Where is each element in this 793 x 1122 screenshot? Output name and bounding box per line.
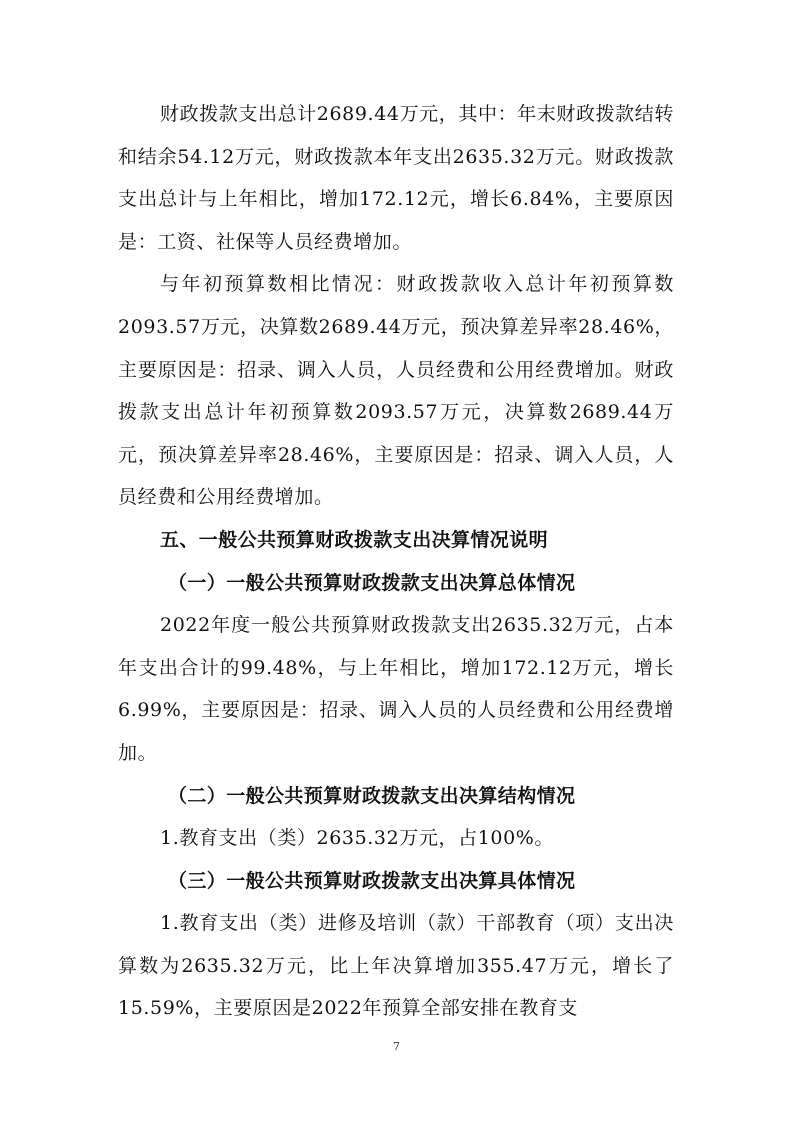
document-body bbox=[118, 93, 674, 1030]
subsection-heading-1: （一）一般公共预算财政拨款支出决算总体情况 bbox=[168, 571, 576, 594]
page-number: 7 bbox=[393, 1040, 400, 1053]
paragraph-fiscal-expenditure-total: 财政拨款支出总计2689.44万元，其中：年末财政拨款结转和结余54.12万元，财政拨款本年支出2635.32万元。财政拨款支出总计与上年相比，增加172.12元，增长6.84%，主要原因是：工资、社保等人员经费增加。 bbox=[118, 103, 674, 253]
paragraph-overall-situation: 2022年度一般公共预算财政拨款支出2635.32万元，占本年支出合计的99.48%，与上年相比，增加172.12万元，增长6.99%，主要原因是：招录、调入人员的人员经费和公用经费增加。 bbox=[118, 614, 674, 764]
paragraph-structure: 1.教育支出（类）2635.32万元，占100%。 bbox=[160, 827, 555, 850]
section-heading-5: 五、一般公共预算财政拨款支出决算情况说明 bbox=[160, 528, 549, 551]
subsection-heading-2: （二）一般公共预算财政拨款支出决算结构情况 bbox=[168, 784, 576, 807]
paragraph-budget-comparison: 与年初预算数相比情况：财政拨款收入总计年初预算数2093.57万元，决算数2689.44万元，预决算差异率28.46%，主要原因是：招录、调入人员，人员经费和公用经费增加。财政拨款支出总计年初预算数2093.57万元，决算数2689.44万元，预决算差异率28.46%，主要原因是：招录、调入人员，人员经费和公用经费增加。 bbox=[118, 273, 674, 509]
subsection-heading-3: （三）一般公共预算财政拨款支出决算具体情况 bbox=[168, 869, 576, 892]
paragraph-specific-situation: 1.教育支出（类）进修及培训（款）干部教育（项）支出决算数为2635.32万元，比上年决算增加355.47万元，增长了15.59%，主要原因是2022年预算全部安排在教育支 bbox=[118, 912, 674, 1020]
